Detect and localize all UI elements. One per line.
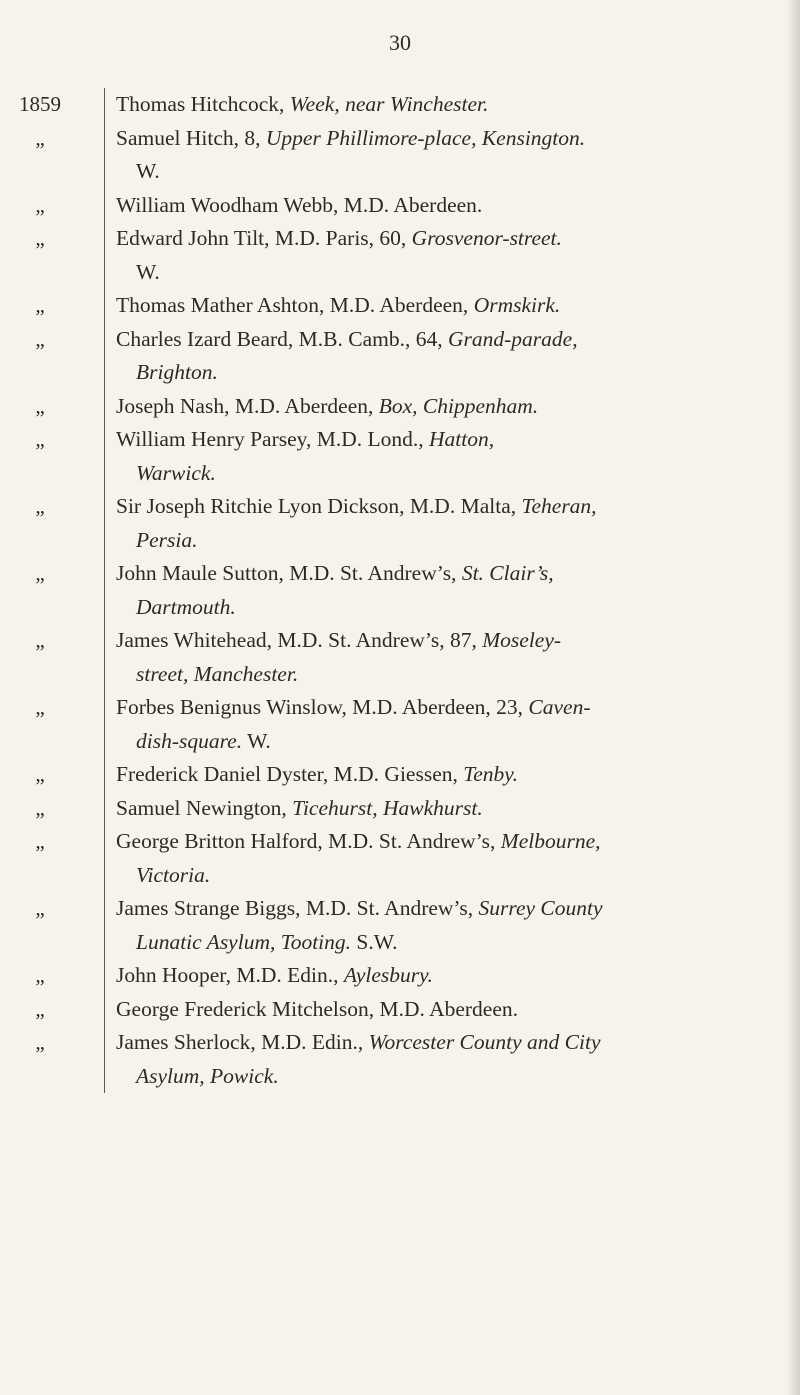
entry-year: „ <box>35 996 45 1021</box>
list-item <box>0 792 800 826</box>
name-text: John Hooper, M.D. Edin., <box>116 963 344 987</box>
entry-text <box>116 624 786 691</box>
entry-line <box>116 390 786 424</box>
name-text: George Britton Halford, M.D. St. Andrew’s, <box>116 829 501 853</box>
entry-year: „ <box>35 762 45 786</box>
margin-rule <box>104 624 105 691</box>
name-text: William Henry Parsey, M.D. Lond., <box>116 427 430 451</box>
list-item <box>0 892 800 959</box>
entry-text <box>116 390 786 424</box>
address-text: Victoria. <box>136 862 211 887</box>
name-text: George Frederick Mitchelson, M.D. Aberdeen. <box>116 996 519 1021</box>
address-text: Tenby. <box>463 762 518 786</box>
margin-rule <box>104 825 105 892</box>
margin-rule <box>104 390 105 424</box>
entry-line <box>116 993 786 1027</box>
name-text: William Woodham Webb, M.D. Aberdeen. <box>116 192 483 217</box>
entry-continuation-line <box>116 155 786 189</box>
entry-text <box>116 691 786 758</box>
entry-text <box>116 792 786 826</box>
name-text: James Strange Biggs, M.D. St. Andrew’s, <box>116 896 479 920</box>
entry-text <box>116 289 786 323</box>
address-text: Ticehurst, Hawkhurst. <box>292 795 483 820</box>
name-text: Sir Joseph Ritchie Lyon Dickson, M.D. Malta, <box>116 494 522 518</box>
name-text: S.W. <box>351 929 398 954</box>
address-text: Dartmouth. <box>136 594 236 619</box>
address-text: Grosvenor-street. <box>411 226 562 250</box>
address-text: street, Manchester. <box>136 661 299 686</box>
address-text: Grand-parade, <box>447 326 578 351</box>
address-text: Asylum, Powick. <box>136 1063 279 1088</box>
list-item <box>0 959 800 993</box>
margin-rule <box>104 490 105 557</box>
list-item <box>0 624 800 691</box>
entry-year: „ <box>35 393 45 418</box>
list-item <box>0 390 800 424</box>
name-text: Thomas Hitchcock, <box>116 92 290 116</box>
address-text: Persia. <box>136 527 198 552</box>
entry-line <box>116 1026 786 1060</box>
entry-year: „ <box>35 427 45 451</box>
entry-year: „ <box>35 192 45 217</box>
address-text: Worcester County and City <box>368 1030 601 1054</box>
name-text: Frederick Daniel Dyster, M.D. Giessen, <box>116 762 464 786</box>
address-text: Lunatic Asylum, Tooting. <box>136 929 352 954</box>
entry-line <box>116 122 786 156</box>
margin-rule <box>104 122 105 189</box>
address-text: Melbourne, <box>500 829 601 853</box>
list-item <box>0 825 800 892</box>
entry-text <box>116 758 786 792</box>
entry-year: „ <box>35 628 45 652</box>
entry-continuation-line <box>116 356 786 390</box>
margin-rule <box>104 557 105 624</box>
entry-line <box>116 490 786 524</box>
entry-year: „ <box>35 561 45 585</box>
margin-rule <box>104 88 105 122</box>
list-item <box>0 993 800 1027</box>
entry-line <box>116 758 786 792</box>
name-text: W. <box>136 259 160 284</box>
name-text: James Sherlock, M.D. Edin., <box>116 1030 369 1054</box>
name-text: John Maule Sutton, M.D. St. Andrew’s, <box>116 561 462 585</box>
entry-text <box>116 323 786 390</box>
entry-year: „ <box>35 695 45 719</box>
entry-line <box>116 189 786 223</box>
entry-text <box>116 189 786 223</box>
name-text: W. <box>136 159 160 183</box>
entry-line <box>116 792 786 826</box>
entry-line <box>116 557 786 591</box>
entry-line <box>116 624 786 658</box>
entry-continuation-line <box>116 457 786 491</box>
entry-continuation-line <box>116 524 786 558</box>
entry-line <box>116 892 786 926</box>
address-text: Teheran, <box>521 494 597 518</box>
margin-rule <box>104 691 105 758</box>
entry-text <box>116 1026 786 1093</box>
address-text: dish-square. <box>136 728 243 753</box>
name-text: Thomas Mather Ashton, M.D. Aberdeen, <box>116 293 474 317</box>
list-item <box>0 88 800 122</box>
address-text: Aylesbury. <box>343 963 433 987</box>
entry-year: „ <box>35 795 45 820</box>
entry-continuation-line <box>116 1060 786 1094</box>
name-text: Samuel Newington, <box>116 795 293 820</box>
entry-year: „ <box>35 494 45 518</box>
entry-year: „ <box>35 896 45 920</box>
list-item <box>0 557 800 624</box>
list-item <box>0 289 800 323</box>
entry-line <box>116 691 786 725</box>
entry-text <box>116 892 786 959</box>
entry-line <box>116 222 786 256</box>
list-item <box>0 189 800 223</box>
page-edge-shadow <box>786 0 800 1395</box>
entry-continuation-line <box>116 658 786 692</box>
entry-text <box>116 490 786 557</box>
entry-text <box>116 959 786 993</box>
entry-line <box>116 825 786 859</box>
entry-continuation-line <box>116 256 786 290</box>
page-number: 30 <box>389 30 411 55</box>
address-text: Warwick. <box>136 460 216 485</box>
entry-text <box>116 993 786 1027</box>
name-text: Edward John Tilt, M.D. Paris, 60, <box>116 226 412 250</box>
address-text: St. Clair’s, <box>461 561 554 585</box>
name-text: James Whitehead, M.D. St. Andrew’s, 87, <box>116 628 483 652</box>
address-text: Box, Chippenham. <box>378 393 539 418</box>
margin-rule <box>104 993 105 1027</box>
address-text: Surrey County <box>478 896 603 920</box>
entry-line <box>116 959 786 993</box>
margin-rule <box>104 323 105 390</box>
entry-year: „ <box>35 1030 45 1054</box>
list-item <box>0 323 800 390</box>
list-item <box>0 691 800 758</box>
margin-rule <box>104 959 105 993</box>
list-item <box>0 222 800 289</box>
list-item <box>0 122 800 189</box>
entry-line <box>116 323 786 357</box>
margin-rule <box>104 758 105 792</box>
entry-text <box>116 423 786 490</box>
entry-year: 1859 <box>19 92 61 116</box>
name-text: Charles Izard Beard, M.B. Camb., 64, <box>116 326 448 351</box>
address-text: Moseley- <box>482 628 562 652</box>
entry-text <box>116 88 786 122</box>
address-text: Week, near Winchester. <box>289 92 489 116</box>
name-text: Samuel Hitch, 8, <box>116 125 266 150</box>
list-item <box>0 758 800 792</box>
entry-year: „ <box>35 829 45 853</box>
list-item <box>0 1026 800 1093</box>
address-text: Ormskirk. <box>473 293 561 317</box>
entry-year: „ <box>35 293 45 317</box>
entry-text <box>116 557 786 624</box>
list-item <box>0 490 800 557</box>
entry-text <box>116 122 786 189</box>
address-text: Caven- <box>528 695 591 719</box>
entry-year: „ <box>35 963 45 987</box>
entry-continuation-line <box>116 926 786 960</box>
margin-rule <box>104 189 105 223</box>
address-text: Upper Phillimore-place, Kensington. <box>265 125 586 150</box>
name-text: W. <box>242 728 271 753</box>
entry-continuation-line <box>116 859 786 893</box>
entry-text <box>116 825 786 892</box>
entry-year: „ <box>35 125 45 150</box>
name-text: Forbes Benignus Winslow, M.D. Aberdeen, 23, <box>116 695 529 719</box>
margin-rule <box>104 222 105 289</box>
name-text: Joseph Nash, M.D. Aberdeen, <box>116 393 379 418</box>
address-text: Hatton, <box>429 427 495 451</box>
margin-rule <box>104 289 105 323</box>
entry-continuation-line <box>116 725 786 759</box>
member-list <box>0 88 800 1093</box>
margin-rule <box>104 792 105 826</box>
entry-year: „ <box>35 226 45 250</box>
list-item <box>0 423 800 490</box>
margin-rule <box>104 892 105 959</box>
entry-continuation-line <box>116 591 786 625</box>
entry-line <box>116 423 786 457</box>
address-text: Brighton. <box>136 360 218 384</box>
margin-rule <box>104 423 105 490</box>
entry-text <box>116 222 786 289</box>
entry-line <box>116 88 786 122</box>
margin-rule <box>104 1026 105 1093</box>
entry-year: „ <box>35 326 45 351</box>
entry-line <box>116 289 786 323</box>
